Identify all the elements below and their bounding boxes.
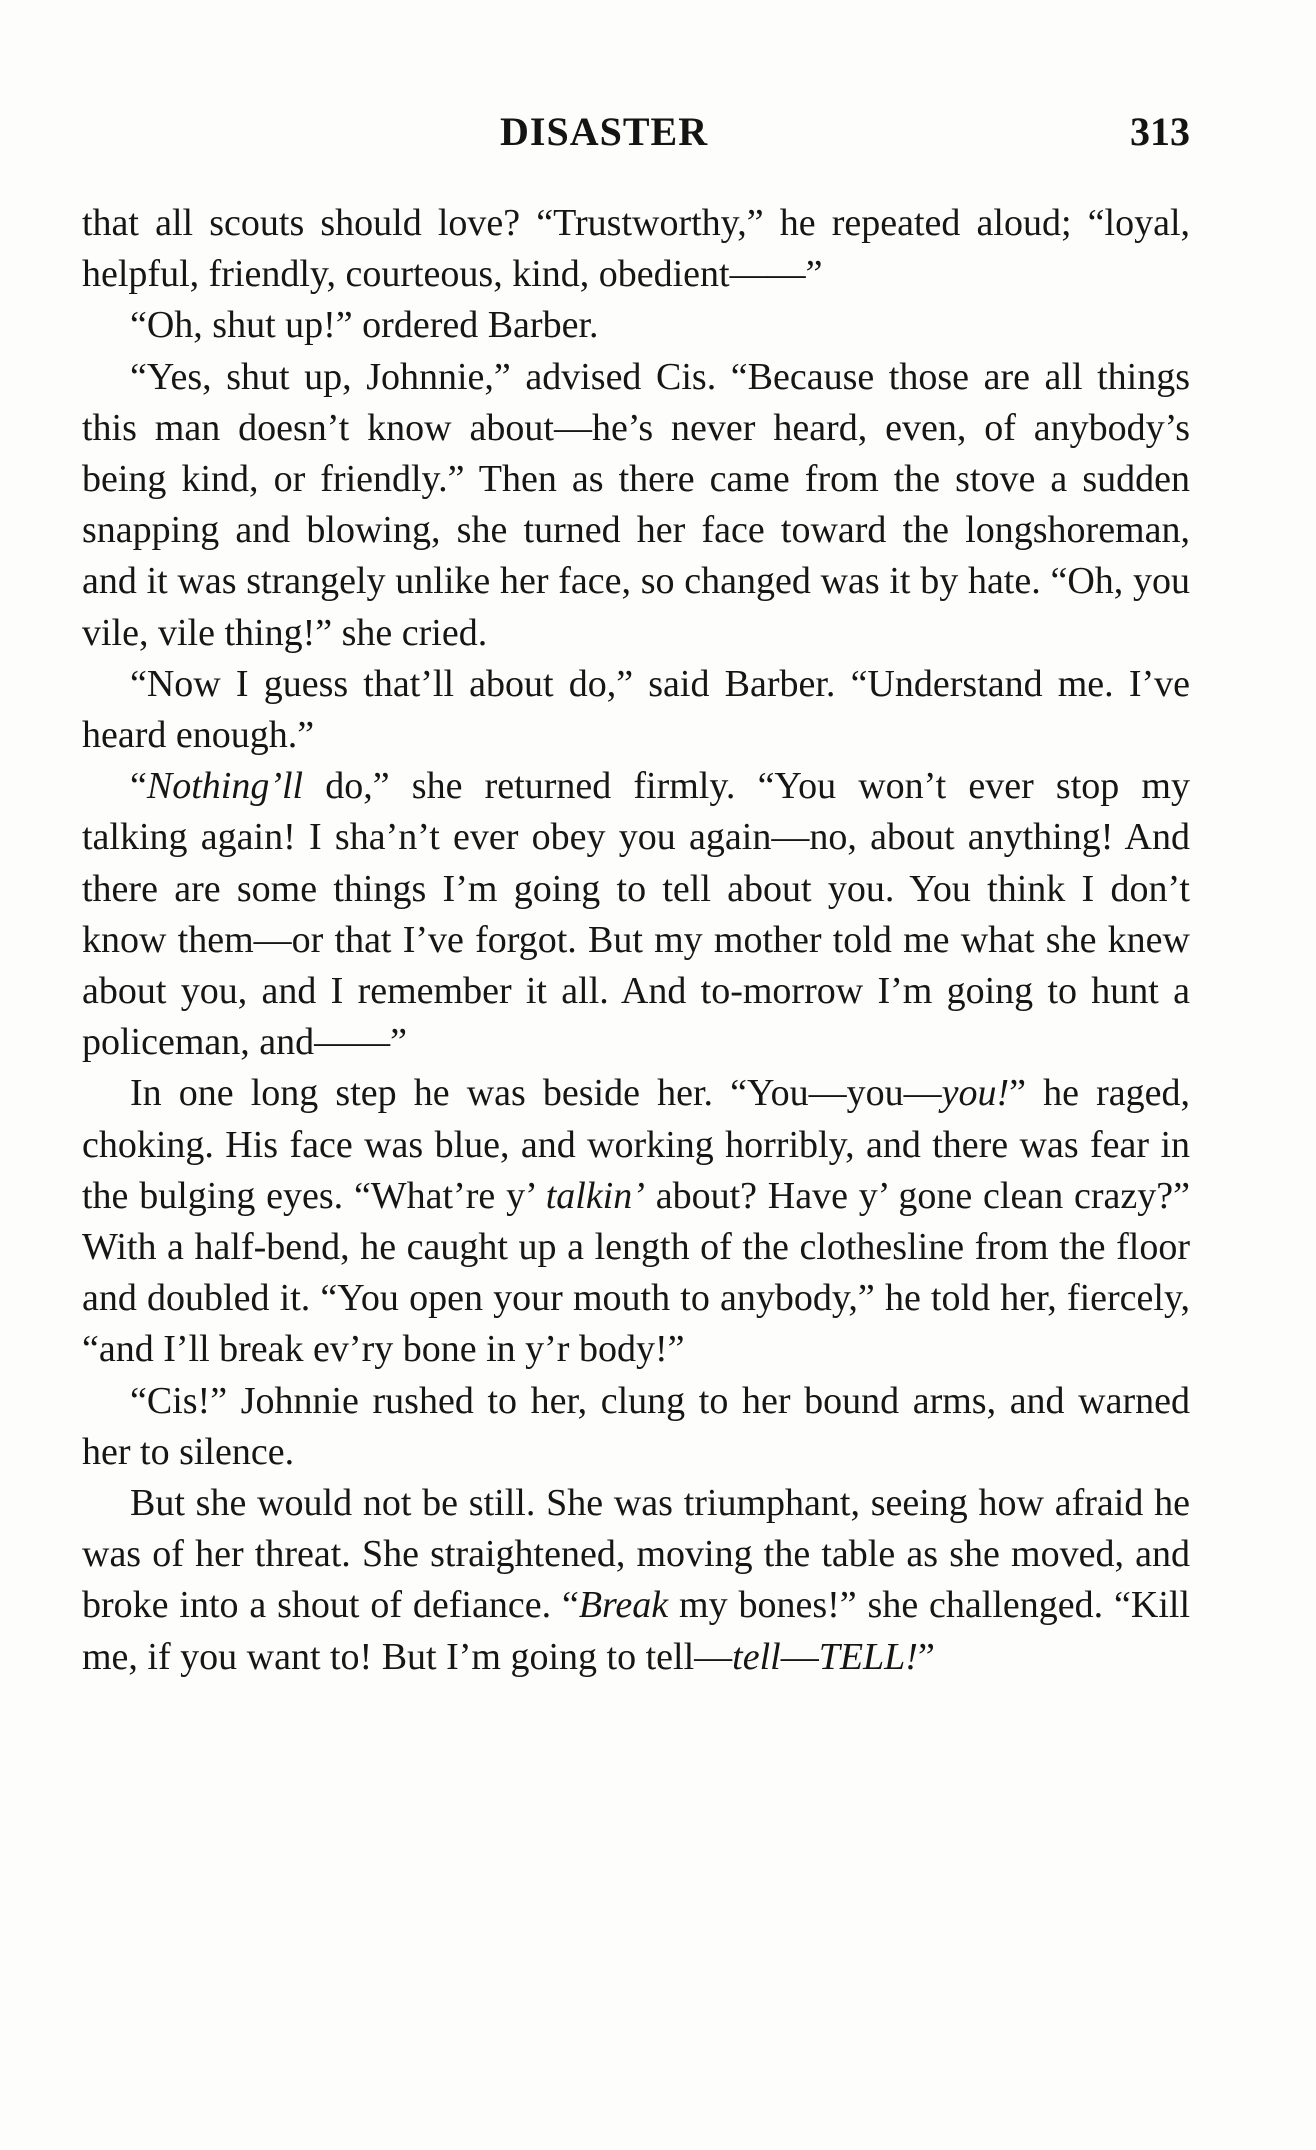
text-run: my bones!” she challenged. “Kill me, if you want to! But I’m going to tell— bbox=[82, 1584, 1191, 1678]
paragraph bbox=[82, 300, 1190, 351]
paragraph bbox=[82, 659, 1190, 761]
paragraph bbox=[82, 198, 1190, 300]
text-run: “Yes, shut up, Johnnie,” advised Cis. “Because those are all things this man doesn’t know about—he’s never heard, even, of anybody’s being kind, or friendly.” Then as there came from the stove a sudden snapping and blowing, she turned her face toward the longshoreman, and it was strangely unlike her face, so changed was it by hate. “Oh, you vile, vile thing!” she cried. bbox=[82, 355, 1190, 654]
text-run: In one long step he was beside her. “You—you— bbox=[130, 1072, 942, 1115]
text-run: “Now I guess that’ll about do,” said Barber. “Understand me. I’ve heard enough.” bbox=[82, 662, 1190, 757]
text-run: “ bbox=[130, 765, 147, 808]
paragraph bbox=[82, 1068, 1190, 1375]
italic-run: tell bbox=[732, 1635, 781, 1678]
paragraph bbox=[82, 352, 1190, 659]
italic-run: you! bbox=[941, 1072, 1010, 1115]
text-run: — bbox=[780, 1635, 819, 1678]
text-run: “Cis!” Johnnie rushed to her, clung to her bound arms, and warned her to silence. bbox=[82, 1379, 1190, 1473]
text-run: about? Have y’ gone clean crazy?” With a half-bend, he caught up a length of the clothesline from the floor and doubled it. “You open your mouth to anybody,” he told her, fiercely, “and I’ll break ev’ry bone in y’r body!” bbox=[82, 1174, 1190, 1371]
running-head bbox=[80, 108, 1200, 168]
italic-run: Nothing’ll bbox=[146, 765, 304, 808]
italic-run: TELL! bbox=[818, 1635, 918, 1678]
body-text bbox=[82, 198, 1190, 1683]
text-run: ” bbox=[917, 1635, 935, 1678]
page-number: 313 bbox=[1130, 109, 1190, 154]
text-run: But she would not be still. She was triumphant, seeing how afraid he was of her threat. She straightened, moving the table as she moved, and broke into a shout of defiance. “ bbox=[82, 1482, 1190, 1627]
italic-run: Break bbox=[578, 1584, 669, 1627]
italic-run: talkin’ bbox=[545, 1174, 645, 1217]
text-run: “Oh, shut up!” ordered Barber. bbox=[130, 304, 599, 347]
paragraph bbox=[82, 1376, 1190, 1478]
paragraph bbox=[82, 1478, 1190, 1683]
text-run: ” he raged, choking. His face was blue, and working horribly, and there was fear in the bulging eyes. “What’re y’ bbox=[82, 1072, 1190, 1217]
paragraph bbox=[82, 761, 1190, 1068]
text-run: that all scouts should love? “Trustworthy,” he repeated aloud; “loyal, helpful, friendly, courteous, kind, obedient——” bbox=[82, 202, 1190, 296]
text-run: do,” she returned firmly. “You won’t ever stop my talking again! I sha’n’t ever obey you again—no, about anything! And there are some things I’m going to tell about you. You think I don’t know them—or that I’ve forgot. But my mother told me what she knew about you, and I remember it all. And to-morrow I’m going to hunt a policeman, and——” bbox=[82, 765, 1190, 1064]
chapter-title: DISASTER bbox=[500, 109, 709, 154]
